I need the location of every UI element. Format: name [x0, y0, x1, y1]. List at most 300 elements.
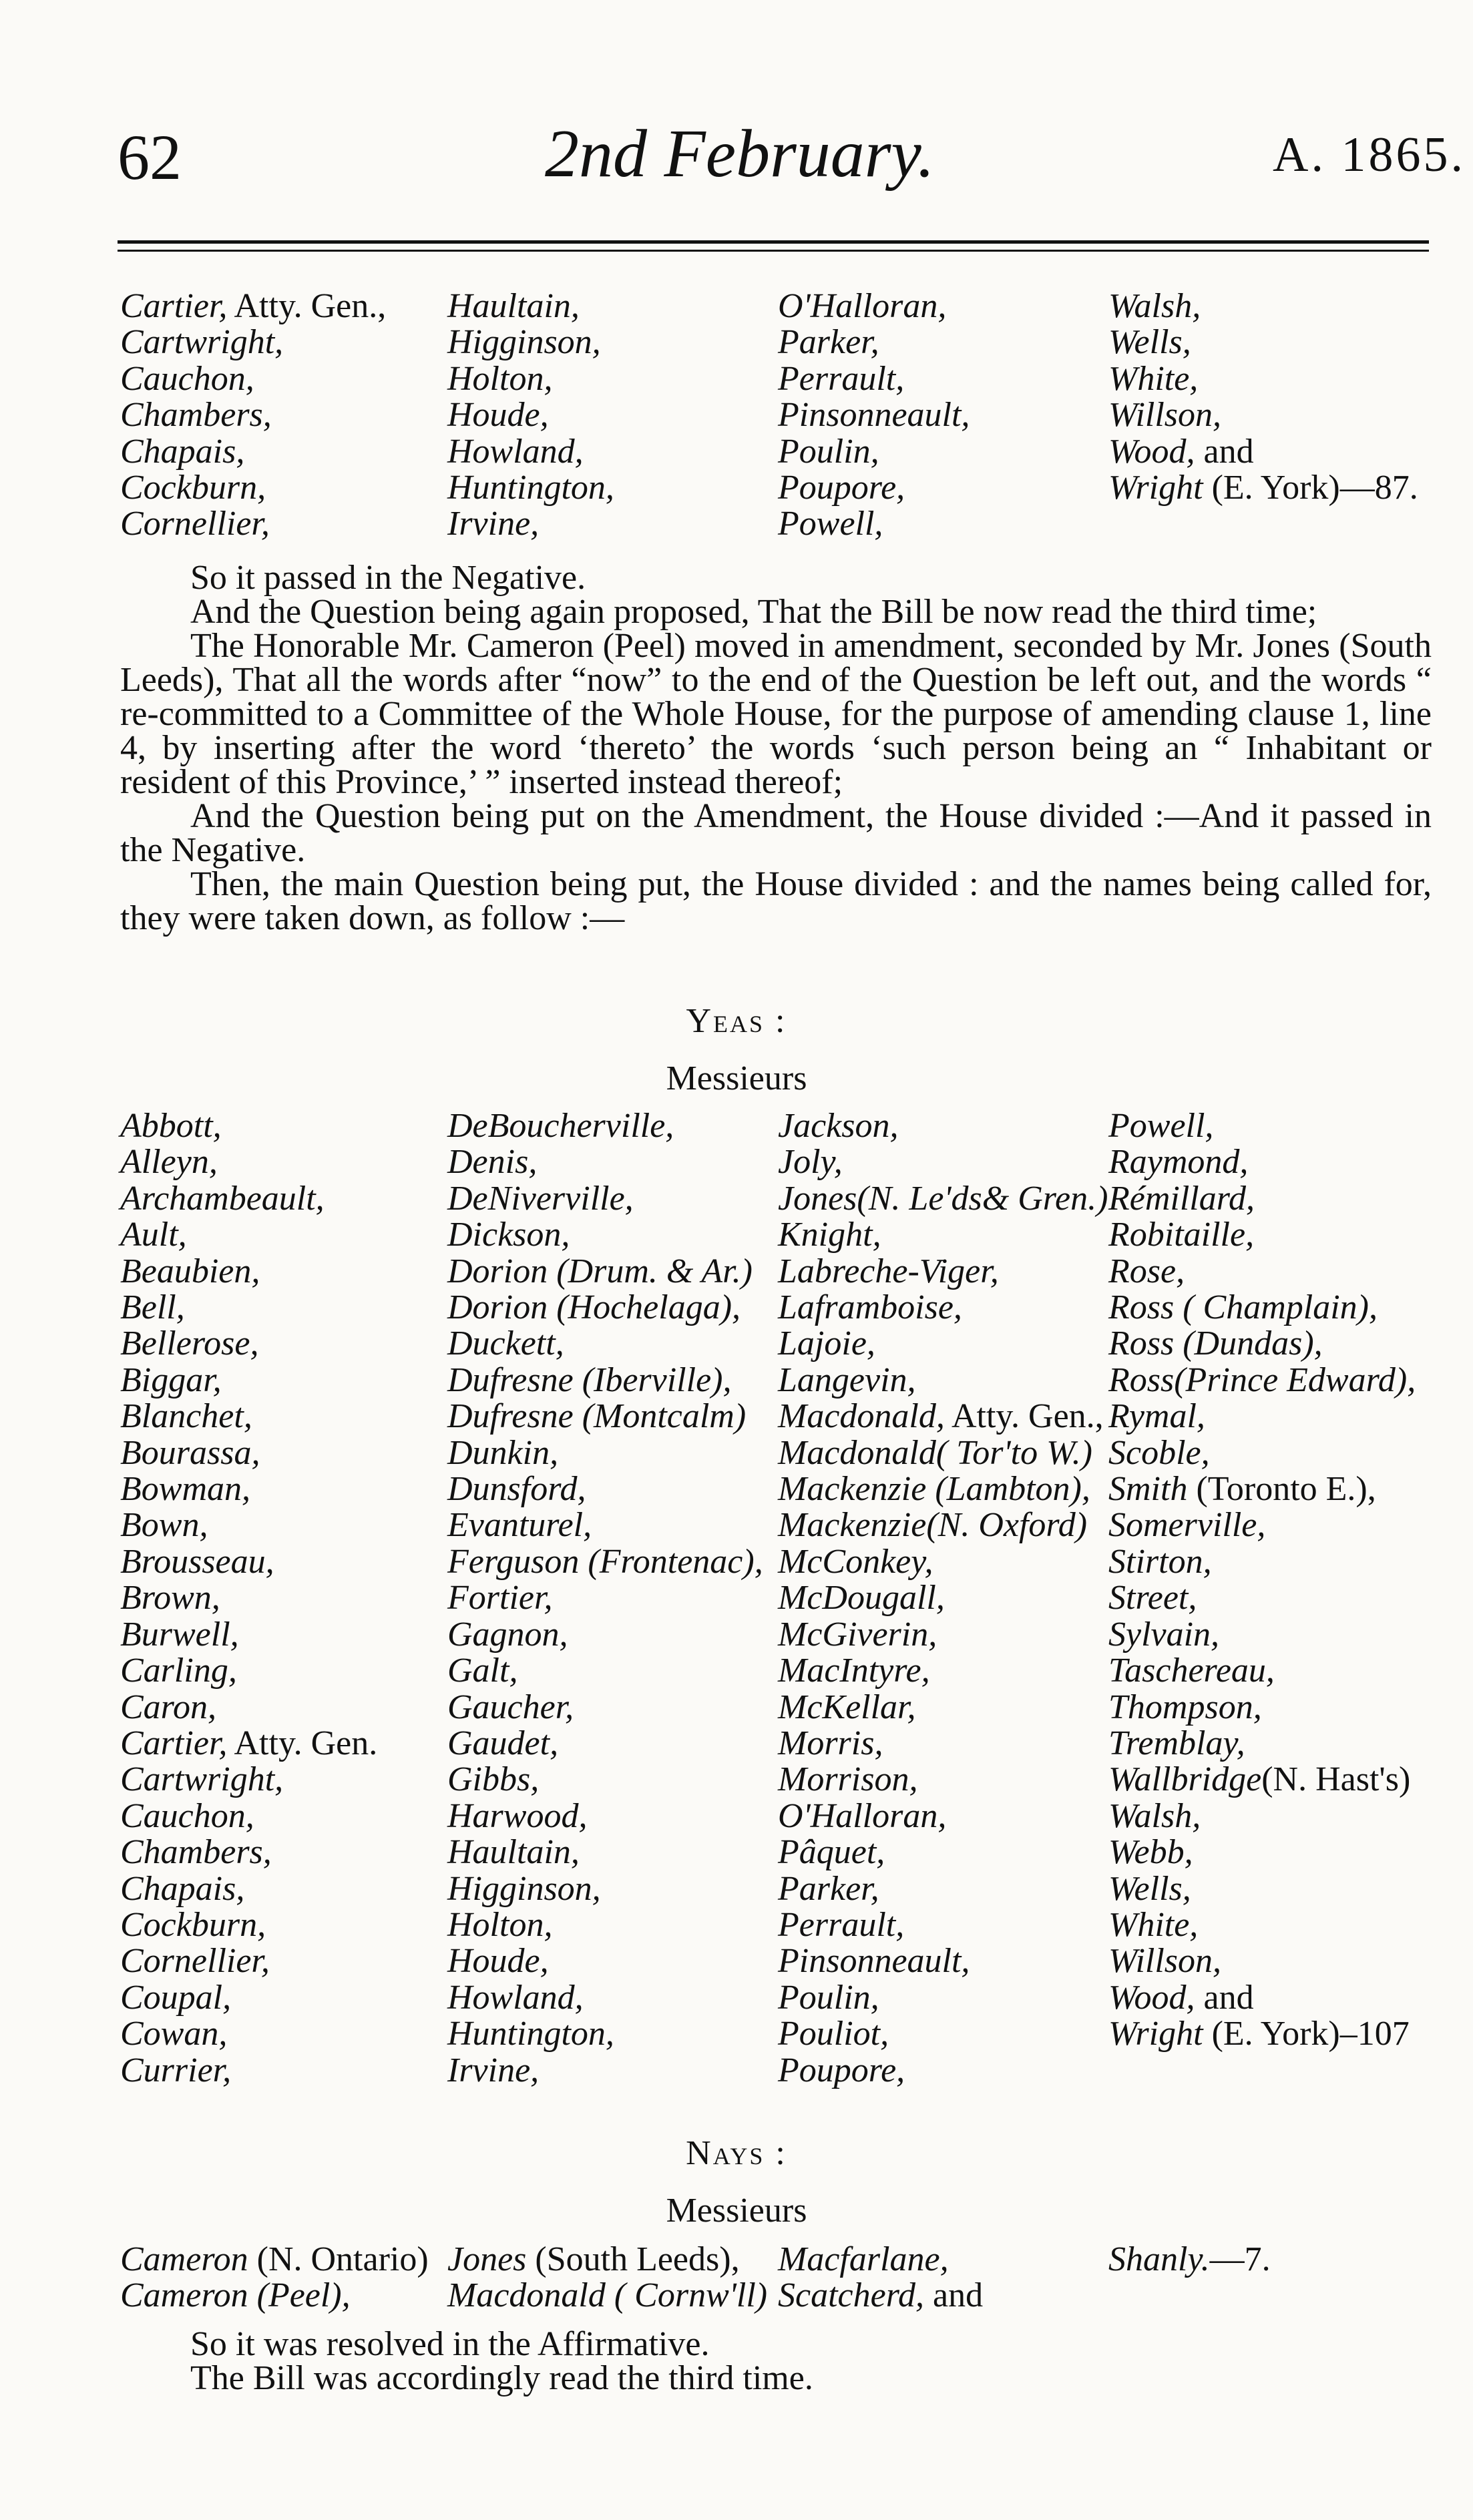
member-suffix: (N. Ontario)	[248, 2240, 429, 2278]
member-surname: Holton,	[447, 359, 553, 398]
member-surname: MacIntyre,	[778, 1652, 930, 1690]
member-name	[778, 1435, 1108, 1471]
member-surname: White,	[1108, 359, 1199, 398]
member-surname: Cauchon,	[120, 359, 254, 398]
member-surname: Labreche-Viger,	[778, 1252, 999, 1290]
member-name	[120, 1435, 377, 1471]
member-surname: Perrault,	[778, 359, 905, 398]
member-surname: Walsh,	[1108, 1796, 1201, 1835]
member-name	[778, 506, 970, 542]
member-name	[120, 1980, 377, 2016]
member-name	[447, 1326, 763, 1362]
member-surname: Gagnon,	[447, 1615, 568, 1654]
member-surname: Jones	[447, 2240, 527, 2278]
member-name	[120, 2242, 429, 2278]
member-surname: Wells,	[1108, 323, 1191, 362]
member-name	[447, 2278, 767, 2314]
member-surname: Dunkin,	[447, 1433, 559, 1472]
member-surname: Scatcherd,	[778, 2276, 924, 2315]
member-surname: Irvine,	[447, 505, 540, 543]
member-name	[778, 1108, 1108, 1144]
page-header	[118, 100, 1473, 207]
member-surname: Macdonald,	[778, 1397, 945, 1436]
member-name	[447, 1762, 763, 1798]
member-name	[778, 288, 970, 324]
name-column	[1108, 1108, 1416, 2053]
member-surname: Denis,	[447, 1143, 538, 1182]
member-name	[778, 361, 970, 397]
member-surname: Chambers,	[120, 1833, 272, 1872]
member-name	[447, 1144, 763, 1180]
member-surname: Dufresne (Montcalm)	[447, 1397, 747, 1436]
member-surname: Mackenzie (Lambton),	[778, 1470, 1090, 1509]
member-name	[120, 1907, 377, 1943]
name-column	[1108, 288, 1418, 506]
member-surname: Thompson,	[1108, 1688, 1262, 1726]
member-name	[447, 1834, 763, 1870]
member-surname: Cameron (Peel),	[120, 2276, 351, 2315]
member-name	[120, 288, 386, 324]
member-name	[447, 361, 614, 397]
member-surname: Rémillard,	[1108, 1179, 1255, 1218]
member-surname: Caron,	[120, 1688, 216, 1726]
member-surname: Wright	[1108, 2015, 1203, 2053]
member-name	[778, 1690, 1108, 1726]
member-surname: Howland,	[447, 1978, 584, 2017]
name-column	[778, 1108, 1108, 2089]
member-name	[120, 1144, 377, 1180]
member-name	[1108, 1980, 1416, 2016]
member-surname: Galt,	[447, 1652, 518, 1690]
member-name	[120, 1108, 377, 1144]
member-name	[120, 1544, 377, 1580]
member-name	[120, 1290, 377, 1326]
member-name	[447, 1435, 763, 1471]
member-surname: Chambers,	[120, 396, 272, 435]
member-surname: Wright	[1108, 469, 1203, 507]
member-name	[447, 1907, 763, 1943]
member-name	[778, 1943, 1108, 1979]
member-surname: Morris,	[778, 1724, 883, 1762]
member-name	[447, 1580, 763, 1616]
member-surname: Wood,	[1108, 1978, 1195, 2017]
member-name	[778, 1726, 1108, 1762]
member-name	[120, 1507, 377, 1543]
member-name	[778, 1290, 1108, 1326]
member-surname: Cornellier,	[120, 1942, 270, 1981]
member-name	[778, 2053, 1108, 2089]
member-name	[120, 324, 386, 360]
member-name	[778, 1217, 1108, 1253]
member-name	[778, 1907, 1108, 1943]
member-name	[1108, 288, 1418, 324]
member-surname: McKellar,	[778, 1688, 916, 1726]
member-suffix: Atty. Gen.,	[227, 287, 387, 325]
page-date: 2nd February.	[545, 116, 935, 192]
member-surname: Laframboise,	[778, 1288, 962, 1327]
member-name	[1108, 1507, 1416, 1543]
member-surname: Carling,	[120, 1652, 237, 1690]
member-name	[120, 1181, 377, 1217]
member-surname: Gaucher,	[447, 1688, 574, 1726]
member-surname: Houde,	[447, 1942, 549, 1981]
member-surname: Street,	[1108, 1579, 1197, 1617]
member-surname: Alleyn,	[120, 1143, 218, 1182]
member-name	[120, 1943, 377, 1979]
member-surname: Rose,	[1108, 1252, 1185, 1290]
member-surname: Scoble,	[1108, 1433, 1210, 1472]
member-surname: Duckett,	[447, 1324, 564, 1363]
member-surname: Bell,	[120, 1288, 185, 1327]
member-name	[447, 1254, 763, 1290]
member-name	[1108, 397, 1418, 433]
nays-messieurs: Messieurs	[666, 2192, 807, 2230]
member-surname: Brousseau,	[120, 1542, 274, 1581]
member-name	[1108, 1690, 1416, 1726]
member-name	[1108, 1181, 1416, 1217]
name-column	[447, 2242, 767, 2314]
member-surname: Bourassa,	[120, 1433, 260, 1472]
member-name	[1108, 1326, 1416, 1362]
member-surname: Irvine,	[447, 2051, 540, 2089]
member-surname: Evanturel,	[447, 1506, 592, 1545]
member-name	[1108, 1290, 1416, 1326]
member-surname: Perrault,	[778, 1905, 905, 1944]
member-name	[778, 2242, 983, 2278]
member-name	[447, 506, 614, 542]
member-name	[447, 324, 614, 360]
member-name	[1108, 1617, 1416, 1653]
member-name	[778, 2278, 983, 2314]
member-name	[447, 1108, 763, 1144]
member-suffix: (N. Hast's)	[1261, 1760, 1411, 1799]
member-name	[1108, 324, 1418, 360]
name-column	[120, 2242, 429, 2314]
member-surname: Pouliot,	[778, 2015, 889, 2053]
member-surname: Dunsford,	[447, 1470, 586, 1509]
member-surname: Willson,	[1108, 1942, 1222, 1981]
member-name	[778, 1399, 1108, 1435]
member-name	[120, 470, 386, 506]
member-surname: Smith	[1108, 1470, 1188, 1509]
member-name	[120, 506, 386, 542]
member-surname: Blanchet,	[120, 1397, 252, 1436]
member-name	[778, 1617, 1108, 1653]
member-name	[1108, 1108, 1416, 1144]
member-name	[447, 1362, 763, 1399]
member-surname: Somerville,	[1108, 1506, 1266, 1545]
member-name	[778, 1544, 1108, 1580]
member-surname: Robitaille,	[1108, 1216, 1255, 1254]
member-name	[447, 470, 614, 506]
member-surname: Howland,	[447, 432, 584, 471]
member-name	[778, 1871, 1108, 1907]
member-name	[1108, 1471, 1416, 1507]
member-name	[778, 324, 970, 360]
member-name	[1108, 1798, 1416, 1834]
member-surname: Ross ( Champlain),	[1108, 1288, 1378, 1327]
member-surname: Dufresne (Iberville),	[447, 1360, 732, 1399]
member-surname: Dickson,	[447, 1216, 570, 1254]
member-surname: Bown,	[120, 1506, 208, 1545]
header-rule-thin	[118, 250, 1429, 252]
member-surname: Higginson,	[447, 1869, 601, 1908]
member-name	[447, 1980, 763, 2016]
member-name	[1108, 2016, 1416, 2052]
member-name	[120, 1690, 377, 1726]
member-name	[120, 2016, 377, 2052]
member-surname: Ross(Prince Edward),	[1108, 1360, 1416, 1399]
member-name	[447, 1871, 763, 1907]
member-surname: Holton,	[447, 1905, 553, 1944]
member-surname: Langevin,	[778, 1360, 916, 1399]
member-name	[120, 1726, 377, 1762]
member-surname: Wood,	[1108, 432, 1195, 471]
member-surname: Tremblay,	[1108, 1724, 1245, 1762]
member-surname: Chapais,	[120, 432, 245, 471]
member-surname: Biggar,	[120, 1360, 222, 1399]
member-name	[447, 1544, 763, 1580]
member-name	[1108, 1362, 1416, 1399]
member-surname: Cartier,	[120, 287, 228, 325]
member-surname: Cowan,	[120, 2015, 228, 2053]
member-surname: Lajoie,	[778, 1324, 875, 1363]
member-name	[1108, 1907, 1416, 1943]
member-surname: Stirton,	[1108, 1542, 1212, 1581]
member-surname: Cockburn,	[120, 469, 266, 507]
member-name	[120, 1217, 377, 1253]
member-surname: Macdonald ( Cornw'll)	[447, 2276, 768, 2315]
proceedings-text	[120, 561, 1432, 935]
member-name	[447, 1617, 763, 1653]
member-surname: McDougall,	[778, 1579, 945, 1617]
member-surname: Wells,	[1108, 1869, 1191, 1908]
member-name	[120, 1653, 377, 1689]
name-column	[120, 1108, 377, 2089]
member-name	[1108, 1653, 1416, 1689]
member-surname: Brown,	[120, 1579, 220, 1617]
member-name	[1108, 1254, 1416, 1290]
member-surname: Currier,	[120, 2051, 232, 2089]
member-surname: Willson,	[1108, 396, 1222, 435]
member-name	[1108, 1435, 1416, 1471]
member-name	[778, 1653, 1108, 1689]
member-name	[120, 1399, 377, 1435]
member-name	[778, 397, 970, 433]
member-name	[1108, 1217, 1416, 1253]
member-surname: Cockburn,	[120, 1905, 266, 1944]
member-surname: Bowman,	[120, 1470, 250, 1509]
member-name	[120, 1798, 377, 1834]
member-name	[1108, 470, 1418, 506]
member-surname: Parker,	[778, 1869, 879, 1908]
member-surname: Cartwright,	[120, 323, 284, 362]
member-surname: Higginson,	[447, 323, 601, 362]
member-name	[447, 1507, 763, 1543]
member-surname: Beaubien,	[120, 1252, 260, 1290]
paragraph: So it was resolved in the Affirmative.	[190, 2325, 710, 2363]
member-name	[778, 1254, 1108, 1290]
member-surname: Chapais,	[120, 1869, 245, 1908]
member-suffix: and	[924, 2276, 984, 2315]
member-name	[778, 1326, 1108, 1362]
member-name	[1108, 1144, 1416, 1180]
member-name	[120, 1254, 377, 1290]
member-name	[447, 2242, 767, 2278]
member-surname: Wallbridge	[1108, 1760, 1262, 1799]
member-name	[1108, 1544, 1416, 1580]
member-name	[447, 1290, 763, 1326]
member-surname: White,	[1108, 1905, 1199, 1944]
member-surname: Cartwright,	[120, 1760, 284, 1799]
member-surname: Pâquet,	[778, 1833, 885, 1872]
member-suffix: and	[1195, 1978, 1254, 2017]
member-surname: Burwell,	[120, 1615, 239, 1654]
member-name	[120, 2053, 377, 2089]
member-surname: Pinsonneault,	[778, 396, 970, 435]
yeas-heading: Yeas :	[686, 1002, 787, 1040]
member-name	[778, 1507, 1108, 1543]
member-name	[120, 1471, 377, 1507]
member-surname: Morrison,	[778, 1760, 918, 1799]
member-name	[120, 1834, 377, 1870]
member-surname: Powell,	[778, 505, 883, 543]
member-surname: Webb,	[1108, 1833, 1193, 1872]
member-surname: Macdonald( Tor'to W.)	[778, 1433, 1092, 1472]
member-surname: Cornellier,	[120, 505, 270, 543]
member-surname: Joly,	[778, 1143, 843, 1182]
member-name	[1108, 1399, 1416, 1435]
member-name	[120, 1362, 377, 1399]
member-name	[1108, 1834, 1416, 1870]
member-name	[447, 1726, 763, 1762]
member-suffix: and	[1195, 432, 1254, 471]
member-name	[778, 1181, 1108, 1217]
name-column	[778, 2242, 983, 2314]
member-suffix: (Toronto E.),	[1187, 1470, 1376, 1509]
nays-heading: Nays :	[686, 2134, 787, 2172]
member-surname: Haultain,	[447, 287, 580, 325]
member-surname: O'Halloran,	[778, 287, 947, 325]
name-column	[447, 288, 614, 543]
member-surname: Taschereau,	[1108, 1652, 1275, 1690]
member-name	[447, 2016, 763, 2052]
paragraph: So it passed in the Negative.	[190, 559, 586, 597]
member-name	[120, 1617, 377, 1653]
member-name	[447, 288, 614, 324]
member-surname: Pinsonneault,	[778, 1942, 970, 1981]
member-surname: Gibbs,	[447, 1760, 540, 1799]
member-surname: Cauchon,	[120, 1796, 254, 1835]
paragraph: And the Question being again proposed, That the Bill be now read the third time;	[190, 593, 1317, 631]
paragraph: The Bill was accordingly read the third time.	[190, 2359, 813, 2397]
member-surname: Knight,	[778, 1216, 881, 1254]
member-name	[120, 397, 386, 433]
yeas-messieurs: Messieurs	[666, 1059, 807, 1097]
member-name	[120, 1326, 377, 1362]
member-name	[778, 1834, 1108, 1870]
member-surname: Jackson,	[778, 1107, 899, 1145]
member-surname: Haultain,	[447, 1833, 580, 1872]
member-surname: Coupal,	[120, 1978, 232, 2017]
member-name	[1108, 434, 1418, 470]
member-suffix: Atty. Gen.	[227, 1724, 378, 1762]
member-name	[1108, 1943, 1416, 1979]
member-surname: Poupore,	[778, 469, 905, 507]
member-name	[447, 397, 614, 433]
member-surname: McConkey,	[778, 1542, 933, 1581]
member-name	[447, 1217, 763, 1253]
member-surname: Poulin,	[778, 432, 879, 471]
member-name	[778, 1762, 1108, 1798]
member-surname: Bellerose,	[120, 1324, 259, 1363]
member-surname: Huntington,	[447, 2015, 614, 2053]
paragraph: And the Question being put on the Amendment, the House divided :—And it passed in the Negative.	[120, 797, 1432, 869]
member-name	[1108, 2242, 1271, 2278]
member-suffix: (South Leeds),	[526, 2240, 740, 2278]
member-surname: Harwood,	[447, 1796, 588, 1835]
member-surname: Cartier,	[120, 1724, 228, 1762]
member-surname: Sylvain,	[1108, 1615, 1220, 1654]
member-surname: Cameron	[120, 2240, 248, 2278]
member-name	[447, 1653, 763, 1689]
member-surname: Gaudet,	[447, 1724, 559, 1762]
member-name	[447, 1798, 763, 1834]
member-name	[1108, 1871, 1416, 1907]
member-name	[447, 1399, 763, 1435]
member-surname: Rymal,	[1108, 1397, 1205, 1436]
member-name	[778, 2016, 1108, 2052]
member-surname: Walsh,	[1108, 287, 1201, 325]
member-name	[447, 1471, 763, 1507]
member-name	[1108, 1726, 1416, 1762]
member-name	[447, 2053, 763, 2089]
paragraph: The Honorable Mr. Cameron (Peel) moved in amendment, seconded by Mr. Jones (South Leeds), That all the words after “now” to the end of the Question be left out, and the words “ re-committed to a Committee of the Whole House, for the purpose of amending clause 1, line 4, by inserting after the word ‘thereto’ the words ‘such person being an “ Inhabitant or resident of this Province,’ ” inserted instead thereof;	[120, 627, 1432, 801]
member-name	[120, 2278, 429, 2314]
member-name	[778, 434, 970, 470]
member-name	[778, 1980, 1108, 2016]
member-name	[778, 1471, 1108, 1507]
member-surname: Ault,	[120, 1216, 187, 1254]
member-surname: Powell,	[1108, 1107, 1214, 1145]
member-name	[1108, 361, 1418, 397]
member-surname: Poupore,	[778, 2051, 905, 2089]
member-surname: McGiverin,	[778, 1615, 937, 1654]
member-name	[120, 1871, 377, 1907]
member-name	[1108, 1762, 1416, 1798]
member-name	[778, 1798, 1108, 1834]
member-surname: Dorion (Drum. & Ar.)	[447, 1252, 753, 1290]
member-surname: Macfarlane,	[778, 2240, 949, 2278]
member-name	[778, 1144, 1108, 1180]
member-name	[120, 434, 386, 470]
member-surname: Parker,	[778, 323, 879, 362]
header-rule	[118, 240, 1429, 244]
member-surname: Raymond,	[1108, 1143, 1249, 1182]
member-surname: Fortier,	[447, 1579, 553, 1617]
member-surname: Jones(N. Le'ds& Gren.)	[778, 1179, 1108, 1218]
member-name	[447, 1943, 763, 1979]
member-surname: Houde,	[447, 396, 549, 435]
member-name	[447, 1690, 763, 1726]
member-name	[778, 1580, 1108, 1616]
member-name	[778, 1362, 1108, 1399]
member-name	[120, 1580, 377, 1616]
page-number: 62	[118, 121, 182, 193]
member-name	[1108, 1580, 1416, 1616]
member-surname: O'Halloran,	[778, 1796, 947, 1835]
member-surname: DeNiverville,	[447, 1179, 634, 1218]
